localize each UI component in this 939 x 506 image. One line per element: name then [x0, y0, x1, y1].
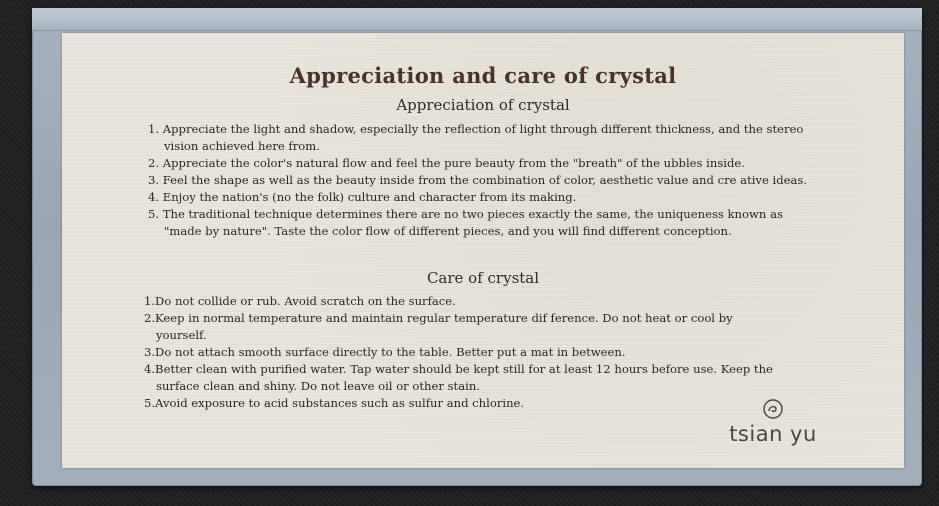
brand-name: tsian yu [729, 422, 817, 446]
appreciation-heading: Appreciation of crystal [396, 96, 570, 114]
care-card [62, 33, 904, 468]
list-item: 5. The traditional technique determines there are no two pieces exactly the same, the uniqueness known as "made by nature". Taste the color flow of different pieces, and you will find different conception. [148, 207, 783, 238]
appreciation-list [148, 121, 808, 240]
list-item: 4. Enjoy the nation's (no the folk) culture and character from its making. [148, 190, 577, 204]
list-item: 3. Feel the shape as well as the beauty inside from the combination of color, aesthetic value and cre ative ideas. [148, 173, 808, 187]
list-item: 4.Better clean with purified water. Tap water should be kept still for at least 12 hours before use. Keep the surface clean and shiny. Do not leave oil or other stain. [144, 362, 773, 393]
brand-logo [718, 398, 828, 446]
list-item: 1. Appreciate the light and shadow, especially the reflection of light through different thickness, and the stereo vision achieved here from. [148, 122, 804, 153]
care-list [144, 293, 784, 412]
list-item: 2.Keep in normal temperature and maintain regular temperature dif ference. Do not heat or cool by yourself. [144, 311, 733, 342]
list-item: 2. Appreciate the color's natural flow and feel the pure beauty from the "breath" of the ubbles inside. [148, 156, 745, 170]
card-title: Appreciation and care of crystal [289, 63, 677, 88]
list-item: 1.Do not collide or rub. Avoid scratch on the surface. [144, 294, 456, 308]
swirl-logo-icon [762, 398, 784, 420]
care-heading: Care of crystal [426, 269, 540, 287]
list-item: 3.Do not attach smooth surface directly to the table. Better put a mat in between. [144, 345, 626, 359]
sleeve-top-edge [32, 8, 922, 31]
list-item: 5.Avoid exposure to acid substances such as sulfur and chlorine. [144, 396, 525, 410]
